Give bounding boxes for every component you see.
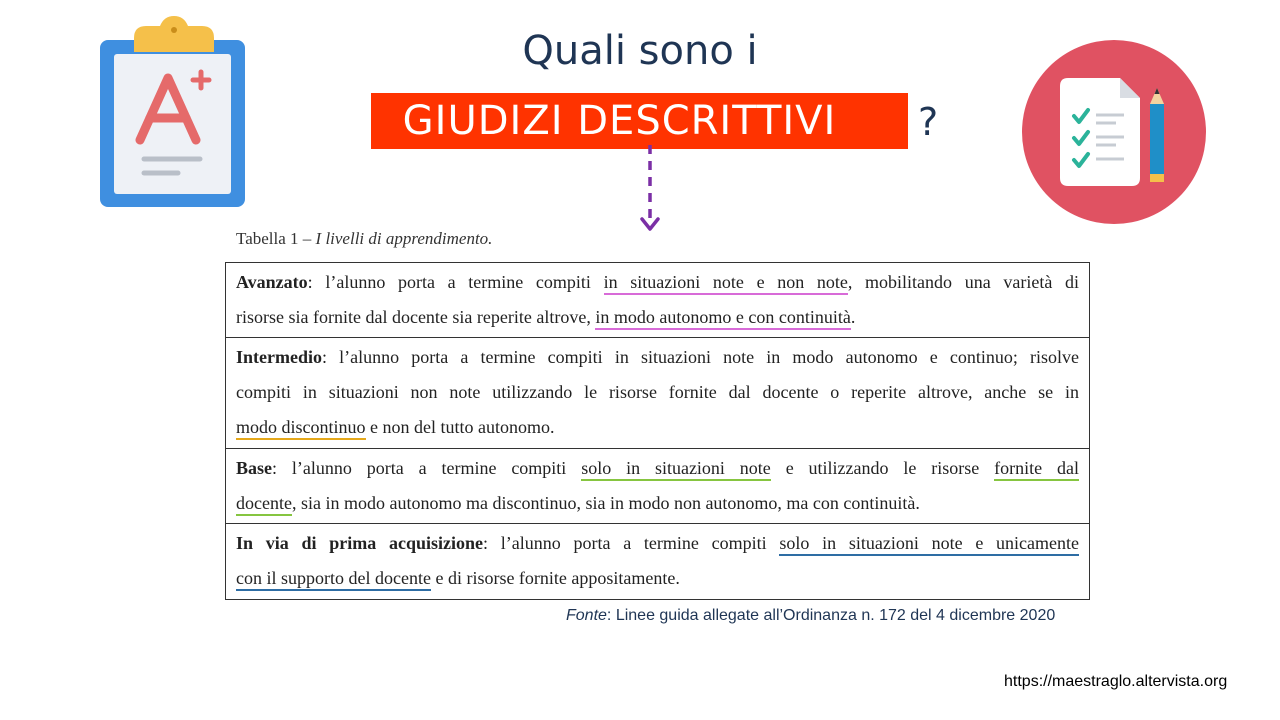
row-line: [236, 452, 1079, 487]
highlighted-phrase: docente: [236, 493, 292, 516]
table-row-prima-acquisizione: [226, 524, 1089, 599]
heading-line1: Quali sono i: [522, 28, 758, 74]
row-line: [236, 266, 1079, 301]
site-url: https://maestraglo.altervista.org: [1004, 673, 1228, 690]
highlighted-phrase: in modo autonomo e con continuità: [595, 307, 850, 330]
highlighted-phrase: fornite dal: [994, 458, 1079, 481]
row-text: compiti in situazioni non note utilizzando le risorse fornite dal docente o reperite altrove, anche se in: [236, 382, 1079, 402]
highlighted-phrase: solo in situazioni note: [581, 458, 771, 481]
level-name: Avanzato: [236, 272, 308, 292]
source-label: Fonte: [566, 607, 607, 624]
table-row-avanzato: [226, 263, 1089, 338]
levels-table: [225, 262, 1090, 600]
row-text: , sia in modo autonomo ma discontinuo, sia in modo non autonomo, ma con continuità.: [291, 493, 920, 513]
row-line: [236, 341, 1079, 376]
row-text: risorse sia fornite dal docente sia reperite altrove,: [236, 307, 596, 327]
row-text: : l’alunno porta a termine compiti: [272, 458, 582, 478]
table-row-base: [226, 449, 1089, 524]
row-text: .: [850, 307, 856, 327]
level-name: Base: [236, 458, 272, 478]
row-line: [236, 487, 1079, 522]
highlighted-phrase: solo in situazioni note e unicamente: [779, 533, 1079, 556]
caption-prefix: Tabella 1 –: [236, 229, 316, 248]
dashed-arrow-down-icon: [638, 145, 662, 235]
source-note: [566, 607, 1055, 625]
row-line: [236, 411, 1079, 446]
row-text: : l’alunno porta a termine compiti: [483, 533, 780, 553]
row-text: e di risorse fornite appositamente.: [430, 568, 680, 588]
row-line: [236, 301, 1079, 336]
row-text: : l’alunno porta a termine compiti: [307, 272, 604, 292]
row-line: [236, 562, 1079, 597]
source-text: : Linee guida allegate all’Ordinanza n. 172 del 4 dicembre 2020: [606, 607, 1056, 624]
table-row-intermedio: [226, 338, 1089, 449]
row-text: e utilizzando le risorse: [770, 458, 995, 478]
row-line: [236, 376, 1079, 411]
level-name: Intermedio: [236, 347, 322, 367]
row-text: : l’alunno porta a termine compiti in situazioni note in modo autonomo e continuo; risolve: [321, 347, 1079, 367]
table-caption: [236, 229, 492, 249]
highlighted-phrase: con il supporto del docente: [236, 568, 431, 591]
row-line: [236, 527, 1079, 562]
highlighted-phrase: in situazioni note e non note: [604, 272, 848, 295]
row-text: , mobilitando una varietà di: [847, 272, 1079, 292]
question-mark: ?: [918, 100, 939, 144]
level-name: In via di prima acquisizione: [236, 533, 483, 553]
highlighted-phrase: modo discontinuo: [236, 417, 366, 440]
row-text: e non del tutto autonomo.: [365, 417, 555, 437]
title-banner-text: GIUDIZI DESCRITTIVI: [402, 98, 837, 144]
caption-title: I livelli di apprendimento.: [315, 229, 493, 248]
